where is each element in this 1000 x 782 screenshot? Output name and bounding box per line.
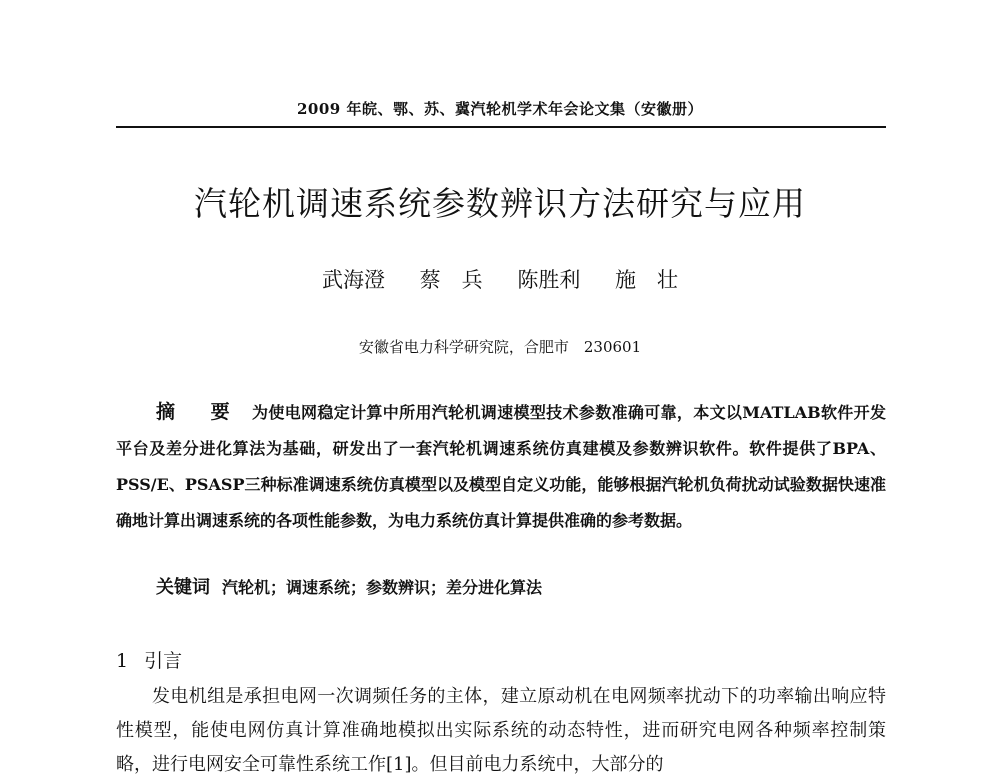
author-name: 武海澄 (321, 268, 385, 292)
author-name: 施 壮 (615, 268, 679, 292)
intro-paragraph: 发电机组是承担电网一次调频任务的主体，建立原动机在电网频率扰动下的功率输出响应特性模型，能使电网仿真计算准确地模拟出实际系统的动态特性，进而研究电网各种频率控制策略，进行电网安全可靠性系统工作[1]。但目前电力系统中，大部分的 (116, 686, 886, 775)
section-title: 引言 (144, 650, 183, 672)
keywords-label: 关键词 (156, 577, 210, 598)
author-list (0, 264, 1000, 294)
running-header: 2009 年皖、鄂、苏、冀汽轮机学术年会论文集（安徽册） (297, 100, 703, 118)
affiliation: 安徽省电力科学研究院，合肥市 230601 (358, 338, 642, 356)
section-heading (116, 646, 182, 673)
abstract (116, 394, 886, 539)
keywords-text: 汽轮机；调速系统；参数辨识；差分进化算法 (222, 578, 543, 597)
header-rule (116, 126, 886, 128)
abstract-text: 为使电网稳定计算中所用汽轮机调速模型技术参数准确可靠，本文以MATLAB软件开发平台及差分进化算法为基础，研发出了一套汽轮机调速系统仿真建模及参数辨识软件。软件提供了BPA、PSS/E、PSASP三种标准调速系统仿真模型以及模型自定义功能，能够根据汽轮机负荷扰动试验数据快速准确地计算出调速系统的各项性能参数，为电力系统仿真计算提供准确的参考数据。 (116, 403, 886, 530)
abstract-label: 摘 要 (156, 401, 239, 423)
author-name: 陈胜利 (517, 268, 581, 292)
author-name: 蔡 兵 (419, 268, 483, 292)
paper-title: 汽轮机调速系统参数辨识方法研究与应用 (194, 184, 806, 223)
keywords (116, 572, 886, 604)
section-number: 1 (116, 650, 129, 672)
